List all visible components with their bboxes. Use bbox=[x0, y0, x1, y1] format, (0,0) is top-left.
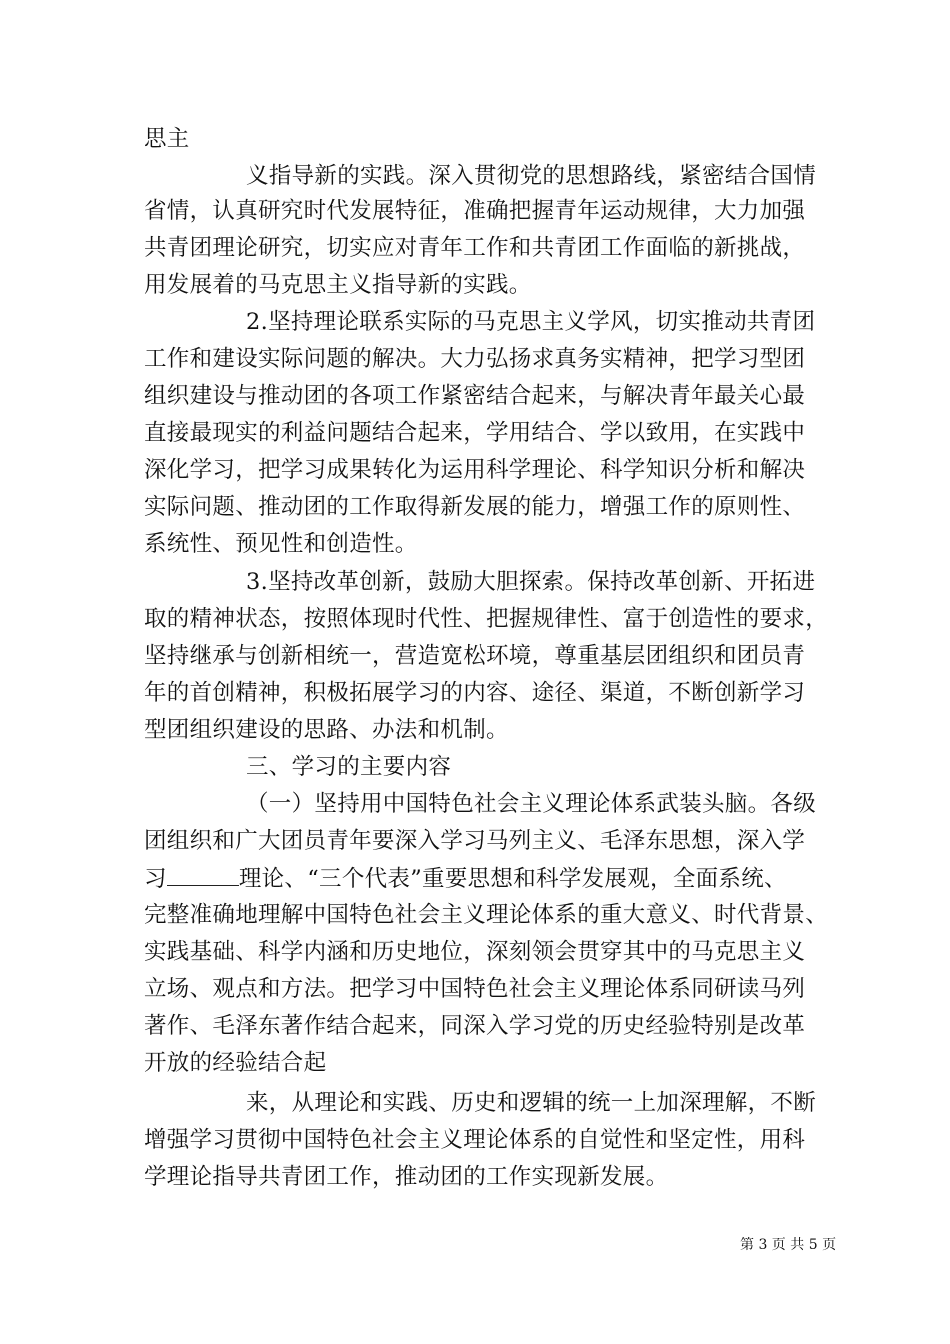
text-line: 省情，认真研究时代发展特征，准确把握青年运动规律，大力加强 bbox=[144, 198, 806, 224]
section-heading: 三、学习的主要内容 bbox=[246, 754, 452, 780]
text-line: 完整准确地理解中国特色社会主义理论体系的重大意义、时代背景、 bbox=[144, 902, 829, 928]
text-line: 来，从理论和实践、历史和逻辑的统一上加深理解，不断 bbox=[246, 1090, 817, 1116]
page-number: 第 3 页 共 5 页 bbox=[740, 1237, 837, 1253]
text-line: 组织建设与推动团的各项工作紧密结合起来，与解决青年最关心最 bbox=[144, 383, 806, 409]
text-line: 型团组织建设的思路、办法和机制。 bbox=[144, 717, 509, 743]
text-line: 实际问题、推动团的工作取得新发展的能力，增强工作的原则性、 bbox=[144, 494, 806, 520]
text-line: 系统性、预见性和创造性。 bbox=[144, 531, 418, 557]
text-line: 学理论指导共青团工作，推动团的工作实现新发展。 bbox=[144, 1164, 669, 1190]
text-line: 深化学习，把学习成果转化为运用科学理论、科学知识分析和解决 bbox=[144, 457, 806, 483]
text-line: 立场、观点和方法。把学习中国特色社会主义理论体系同研读马列 bbox=[144, 976, 806, 1002]
redacted-blank bbox=[167, 863, 239, 886]
text-line: 工作和建设实际问题的解决。大力弘扬求真务实精神，把学习型团 bbox=[144, 346, 806, 372]
text-segment: 理论、“三个代表”重要思想和科学发展观，全面系统、 bbox=[238, 866, 787, 892]
text-line bbox=[144, 863, 787, 894]
text-line: 著作、毛泽东著作结合起来，同深入学习党的历史经验特别是改革 bbox=[144, 1013, 806, 1039]
text-line: 思主 bbox=[144, 126, 190, 152]
text-line: 年的首创精神，积极拓展学习的内容、途径、渠道，不断创新学习 bbox=[144, 680, 806, 706]
text-segment: 习 bbox=[144, 866, 167, 892]
text-line: 实践基础、科学内涵和历史地位，深刻领会贯穿其中的马克思主义 bbox=[144, 939, 806, 965]
text-line: 3.坚持改革创新，鼓励大胆探索。保持改革创新、开拓进 bbox=[246, 569, 816, 595]
text-line: 直接最现实的利益问题结合起来，学用结合、学以致用，在实践中 bbox=[144, 420, 806, 446]
text-line: 坚持继承与创新相统一，营造宽松环境，尊重基层团组织和团员青 bbox=[144, 643, 806, 669]
text-line: 2.坚持理论联系实际的马克思主义学风，切实推动共青团 bbox=[246, 309, 816, 335]
text-line: 义指导新的实践。深入贯彻党的思想路线，紧密结合国情 bbox=[246, 163, 817, 189]
text-line: 团组织和广大团员青年要深入学习马列主义、毛泽东思想，深入学 bbox=[144, 828, 806, 854]
text-line: 用发展着的马克思主义指导新的实践。 bbox=[144, 272, 532, 298]
text-line: （一）坚持用中国特色社会主义理论体系武装头脑。各级 bbox=[246, 791, 817, 817]
text-line: 增强学习贯彻中国特色社会主义理论体系的自觉性和坚定性，用科 bbox=[144, 1127, 806, 1153]
text-line: 开放的经验结合起 bbox=[144, 1050, 327, 1076]
text-line: 共青团理论研究，切实应对青年工作和共青团工作面临的新挑战， bbox=[144, 235, 806, 261]
text-line: 取的精神状态，按照体现时代性、把握规律性、富于创造性的要求， bbox=[144, 606, 829, 632]
